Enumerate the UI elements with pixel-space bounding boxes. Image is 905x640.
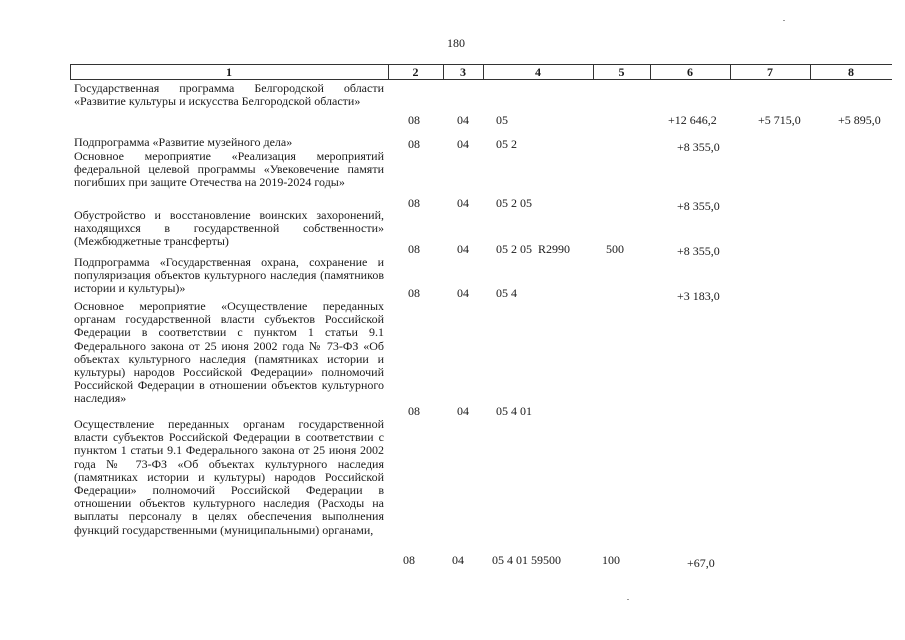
cell-target-article: 05 2 05 — [496, 196, 532, 210]
cell-target-article: 05 2 — [496, 137, 517, 151]
cell-section: 08 — [408, 404, 420, 418]
column-header-8: 8 — [848, 65, 854, 79]
cell-target-article: 05 — [496, 113, 508, 127]
cell-target-article: 05 4 — [496, 286, 517, 300]
cell-section: 08 — [408, 113, 420, 127]
cell-subsection: 04 — [457, 137, 469, 151]
row-description: Осуществление переданных органам государственной власти субъектов Российской Федерации в соответствии с пунктом 1 статьи 9.1 Федерального закона от 25 июня 2002 года № 73-ФЗ «Об объектах культурного наследия (памятниках истории и культуры) народов Российской Федерации» полномочий Российской Федерации в отношении объектов культурного наследия (Расходы на выплаты персоналу в целях обеспечения выполнения функций государственными (муниципальными) органами, — [74, 417, 384, 537]
row-description: Основное мероприятие «Осуществление переданных органам государственной власти субъектов Российской Федерации в соответствии с пунктом 1 статьи 9.1 Федерального закона от 25 июня 2002 года № 73-ФЗ «Об объектах культурного наследия (памятниках истории и культуры) народов Российской Федерации» полномочий Российской Федерации в отношении объектов культурного наследия» — [74, 299, 384, 406]
row-description: Государственная программа Белгородской области «Развитие культуры и искусства Белгородской области» — [74, 81, 384, 109]
cell-amount-6: +67,0 — [687, 556, 715, 570]
cell-expense-type: 100 — [602, 553, 620, 567]
cell-amount-6: +8 355,0 — [677, 140, 720, 154]
cell-section: 08 — [403, 553, 415, 567]
column-header-5: 5 — [618, 65, 625, 79]
column-header-2: 2 — [412, 65, 419, 79]
cell-amount-6: +8 355,0 — [677, 244, 720, 258]
cell-subsection: 04 — [457, 196, 469, 210]
column-header-4: 4 — [535, 65, 541, 79]
cell-subsection: 04 — [457, 286, 469, 300]
cell-target-article: 05 4 01 — [496, 404, 532, 418]
cell-target-article: 05 4 01 59500 — [492, 553, 561, 567]
cell-amount-6: +8 355,0 — [677, 199, 720, 213]
row-description: Подпрограмма «Государственная охрана, сохранение и популяризация объектов культурного наследия (памятников истории и культуры)» — [74, 255, 384, 296]
scan-speck — [627, 599, 629, 600]
row-description: Основное мероприятие «Реализация мероприятий федеральной целевой программы «Увековечение памяти погибших при защите Отечества на 2019-2024 годы» — [74, 149, 384, 190]
cell-subsection: 04 — [452, 553, 464, 567]
column-header-7: 7 — [767, 65, 773, 79]
cell-expense-type: 500 — [606, 242, 624, 256]
cell-section: 08 — [408, 242, 420, 256]
column-header-6: 6 — [687, 65, 693, 79]
column-header-3: 3 — [460, 65, 466, 79]
cell-subsection: 04 — [457, 113, 469, 127]
row-description: Обустройство и восстановление воинских захоронений, находящихся в государственной собственности» (Межбюджетные трансферты) — [74, 208, 384, 249]
cell-subsection: 04 — [457, 242, 469, 256]
cell-subsection: 04 — [457, 404, 469, 418]
column-header-1: 1 — [226, 65, 232, 79]
cell-section: 08 — [408, 196, 420, 210]
cell-section: 08 — [408, 137, 420, 151]
row-description: Подпрограмма «Развитие музейного дела» — [74, 135, 293, 149]
scan-speck — [783, 20, 785, 21]
cell-amount-6: +12 646,2 — [668, 113, 717, 127]
cell-amount-7: +5 715,0 — [758, 113, 801, 127]
cell-amount-6: +3 183,0 — [677, 289, 720, 303]
header-bottom-rule — [70, 79, 892, 80]
cell-amount-8: +5 895,0 — [838, 113, 881, 127]
cell-target-article: 05 2 05 R2990 — [496, 242, 571, 256]
page-number: 180 — [447, 36, 465, 50]
cell-section: 08 — [408, 286, 420, 300]
